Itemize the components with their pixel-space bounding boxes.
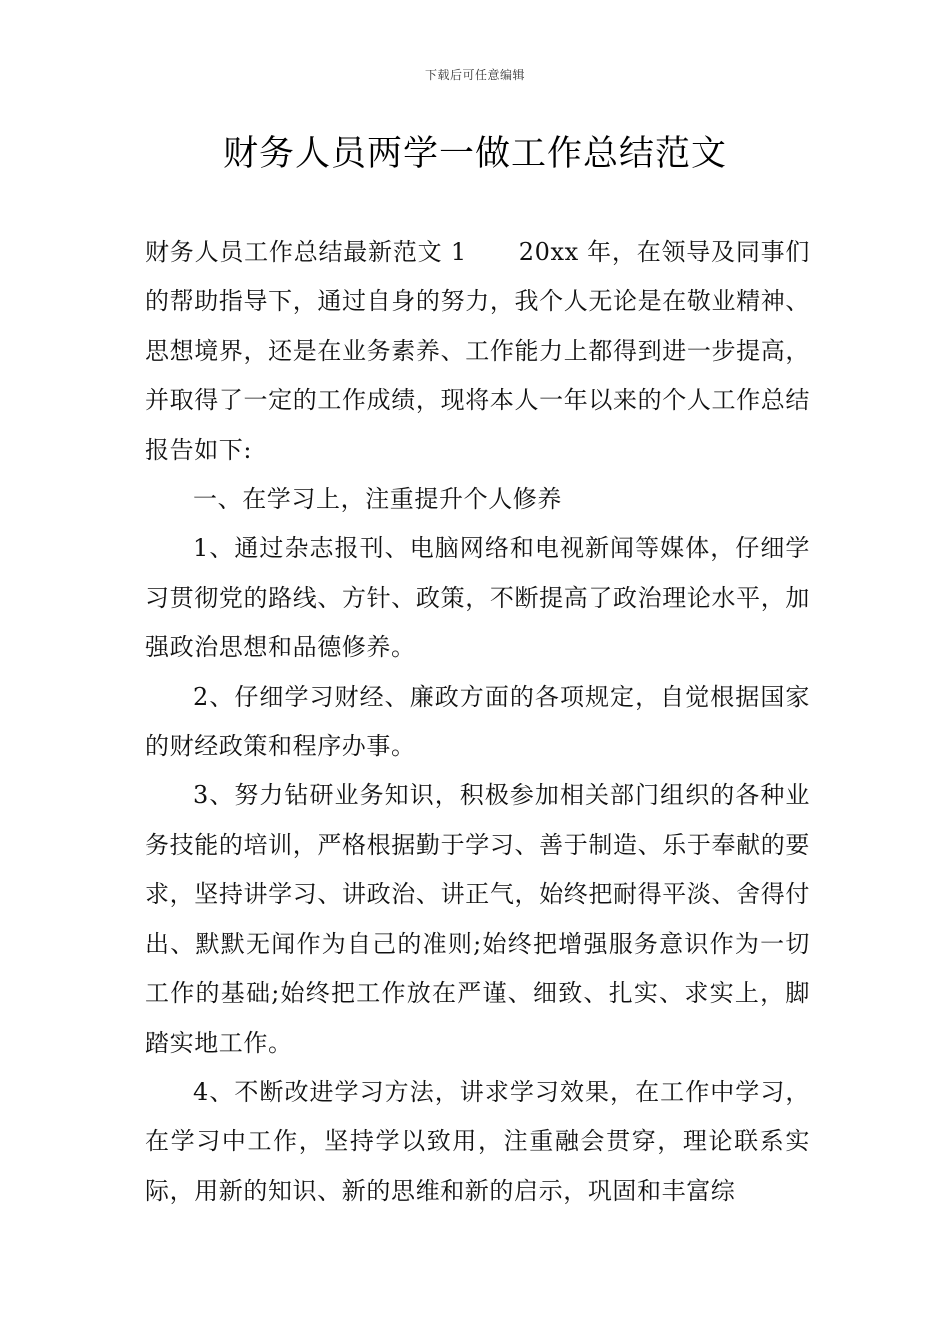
paragraph-item-1: 1、通过杂志报刊、电脑网络和电视新闻等媒体，仔细学习贯彻党的路线、方针、政策，不断提高了政治理论水平，加强政治思想和品德修养。 [145,534,810,662]
section-heading-study: 一、在学习上，注重提升个人修养 [193,485,562,514]
paragraph-item-3: 3、努力钻研业务知识，积极参加相关部门组织的各种业务技能的培训，严格根据勤于学习、善于制造、乐于奉献的要求，坚持讲学习、讲政治、讲正气，始终把耐得平淡、舍得付出、默默无闻作为自己的准则;始终把增强服务意识作为一切工作的基础;始终把工作放在严谨、细致、扎实、求实上，脚踏实地工作。 [145,781,810,1057]
header-note: 下载后可任意编辑 [424,68,525,82]
document-title: 财务人员两学一做工作总结范文 [222,134,727,174]
paragraph-item-2: 2、仔细学习财经、廉政方面的各项规定，自觉根据国家的财经政策和程序办事。 [145,682,810,761]
intro-lead: 财务人员工作总结最新范文 1 [145,238,467,266]
intro-paragraph [145,228,810,475]
paragraph-item-4: 4、不断改进学习方法，讲求学习效果，在工作中学习，在学习中工作，坚持学以致用，注重融会贯穿，理论联系实际，用新的知识、新的思维和新的启示，巩固和丰富综 [145,1077,810,1205]
document-body [145,228,810,1216]
intro-rest: 20xx 年，在领导及同事们的帮助指导下，通过自身的努力，我个人无论是在敬业精神、思想境界，还是在业务素养、工作能力上都得到进一步提高，并取得了一定的工作成绩，现将本人一年以来的个人工作总结报告如下: [145,238,810,464]
